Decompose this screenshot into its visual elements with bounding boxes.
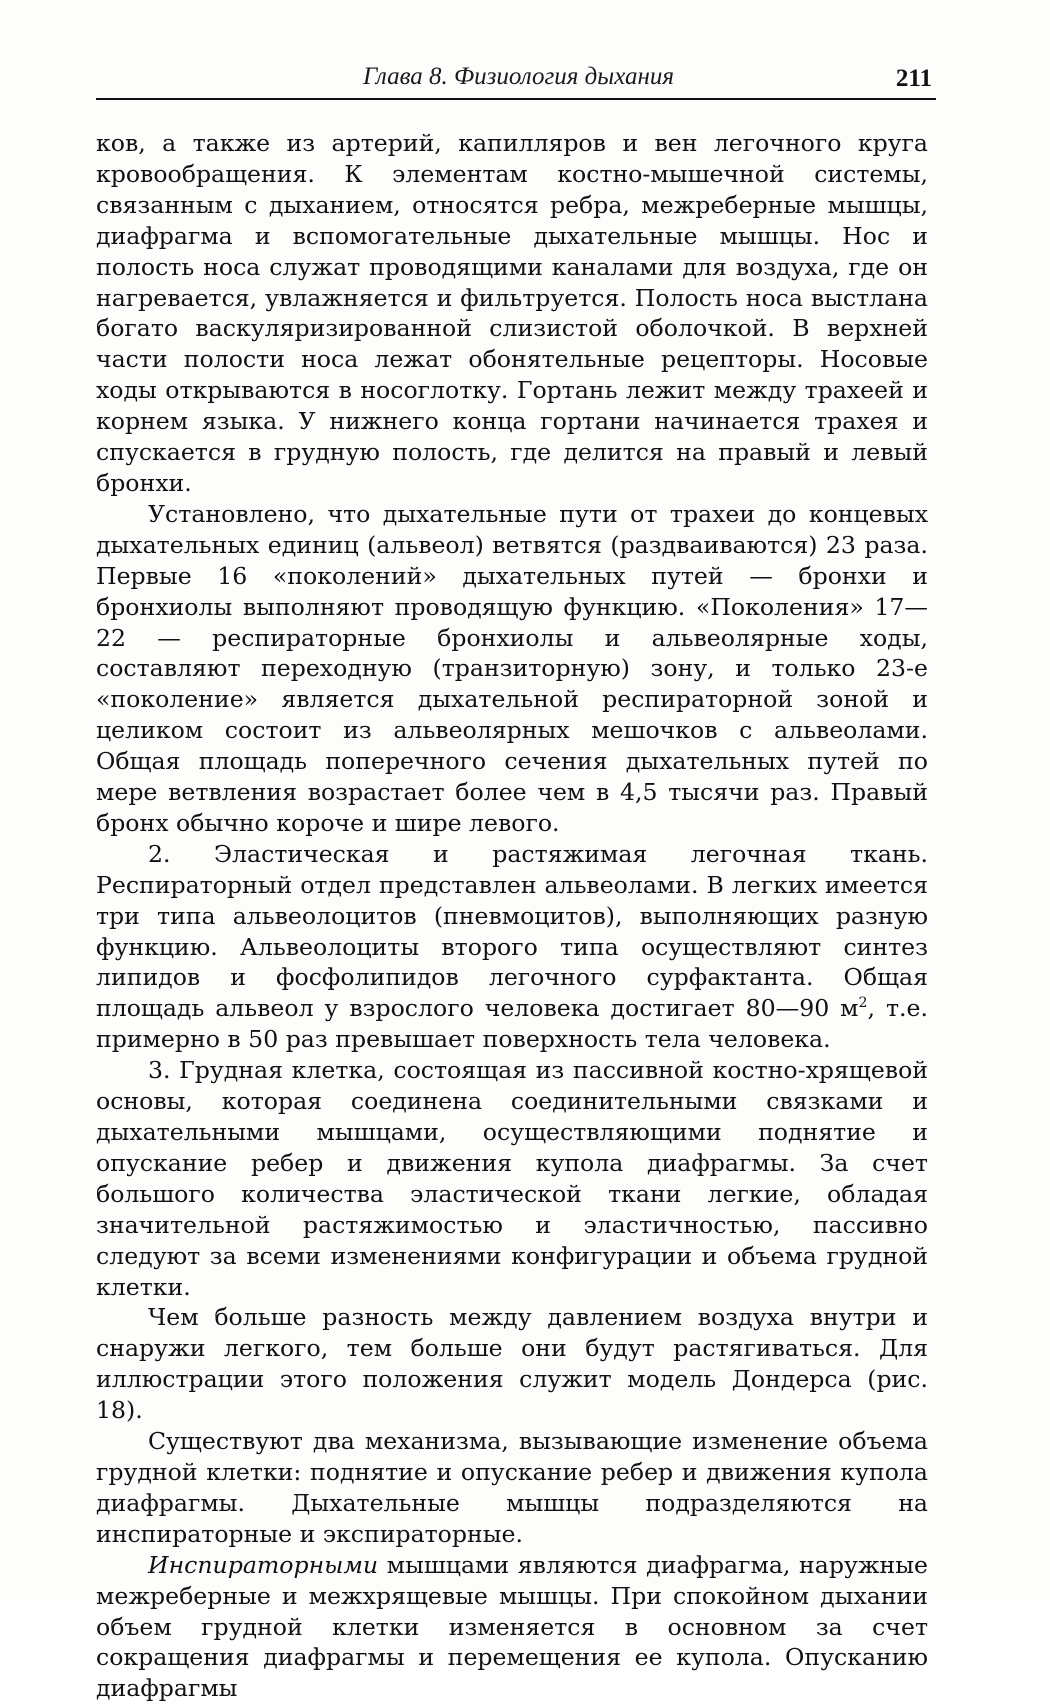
paragraph-continuation: ков, а также из артерий, капилляров и вен легочного круга кровообращения. К элементам костно-мышечной системы, связанным с дыханием, относятся ребра, межреберные мышцы, диафрагма и вспомогательные дыхательные мышцы. Нос и полость носа служат проводящими каналами для воздуха, где он нагревается, увлажняется и фильтруется. Полость носа выстлана богато васкуляризированной слизистой оболочкой. В верхней части полости носа лежат обонятельные рецепторы. Носовые ходы открываются в носоглотку. Гортань лежит между трахеей и корнем языка. У нижнего конца гортани начинается трахея и спускается в грудную полость, где делится на правый и левый бронхи. (96, 129, 928, 497)
paragraph-lung-tissue (96, 839, 928, 1055)
paragraph-mechanisms: Существуют два механизма, вызывающие изменение объема грудной клетки: поднятие и опускание ребер и движения купола диафрагмы. Дыхательные мышцы подразделяются на инспираторные и экспираторные. (96, 1427, 928, 1548)
body-text (96, 128, 928, 1704)
paragraph-inspiratory-text: мышцами являются диафрагма, наружные межреберные и межхрящевые мышцы. При спокойном дыхании объем грудной клетки изменяется в основном за счет сокращения диафрагмы и перемещения ее купола. Опусканию диафрагмы (96, 1550, 928, 1703)
chapter-title: Глава 8. Физиология дыхания (363, 63, 674, 90)
paragraph-thorax: 3. Грудная клетка, состоящая из пассивной костно-хрящевой основы, которая соединена соединительными связками и дыхательными мышцами, осуществляющими поднятие и опускание ребер и движения купола диафрагмы. За счет большого количества эластической ткани легкие, обладая значительной растяжимостью и эластичностью, пассивно следуют за всеми изменениями конфигурации и объема грудной клетки. (96, 1056, 928, 1301)
page-number: 211 (895, 65, 932, 92)
paragraph-pressure-difference: Чем больше разность между давлением воздуха внутри и снаружи легкого, тем больше они будут растягиваться. Для иллюстрации этого положения служит модель Дондерса (рис. 18). (96, 1303, 928, 1425)
italic-term: Инспираторными (148, 1550, 379, 1579)
paragraph-inspiratory-muscles (96, 1550, 928, 1704)
superscript-square: 2 (858, 995, 868, 1012)
paragraph-airway-branching: Установлено, что дыхательные пути от трахеи до концевых дыхательных единиц (альвеол) ветвятся (раздваиваются) 23 раза. Первые 16 «поколений» дыхательных путей — бронхи и бронхиолы выполняют проводящую функцию. «Поколения» 17—22 — респираторные бронхиолы и альвеолярные ходы, составляют переходную (транзиторную) зону, и только 23-е «поколение» является дыхательной респираторной зоной и целиком состоит из альвеолярных мешочков с альвеолами. Общая площадь поперечного сечения дыхательных путей по мере ветвления возрастает более чем в 4,5 тысячи раз. Правый бронх обычно короче и шире левого. (96, 499, 928, 837)
paragraph-lung-tissue-text: 2. Эластическая и растяжимая легочная ткань. Респираторный отдел представлен альвеолами. В легких имеется три типа альвеолоцитов (пневмоцитов), выполняющих разную функцию. Альвеолоциты второго типа осуществляют синтез липидов и фосфолипидов легочного сурфактанта. Общая площадь альвеол у взрослого человека достигает 80—90 м (96, 839, 928, 1023)
running-header (96, 60, 936, 100)
paragraph-lung-tissue-tail: , т.е. примерно в 50 раз превышает поверхность тела человека. (96, 994, 928, 1054)
